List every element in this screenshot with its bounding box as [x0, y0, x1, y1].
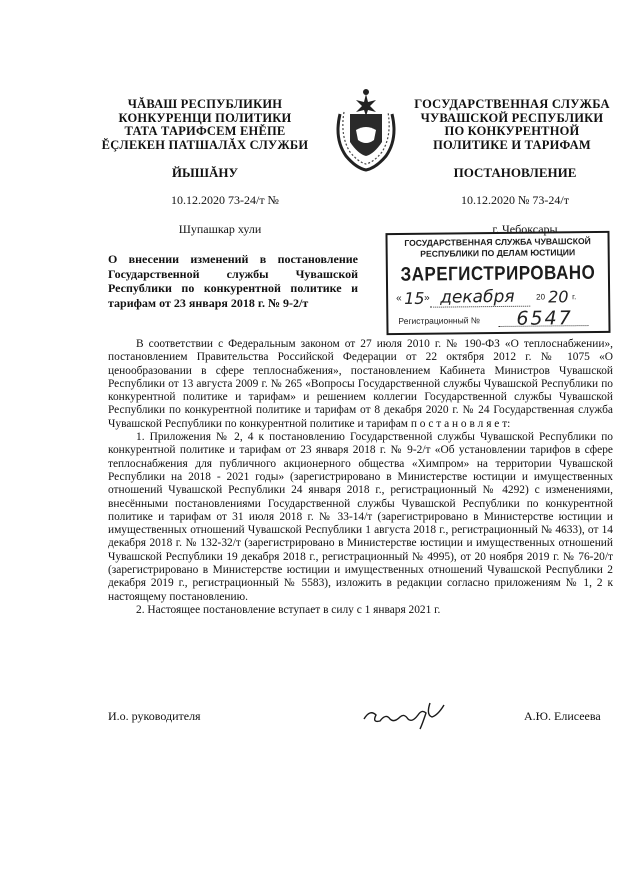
- document-body: [108, 338, 613, 617]
- city-right: г. Чебоксары: [492, 222, 558, 236]
- date-number-right: 10.12.2020 № 73-24/т: [460, 193, 570, 207]
- city-left: Шупашкар хули: [178, 222, 262, 236]
- doc-type-right: ПОСТАНОВЛЕНИЕ: [453, 165, 577, 180]
- header-right-org: [412, 98, 612, 152]
- stamp-reg-row: [388, 309, 608, 331]
- header-left-line: ЧĂВАШ РЕСПУБЛИКИН: [127, 97, 283, 111]
- handwritten-signature: [360, 695, 450, 731]
- stamp-year-unit: г.: [572, 292, 577, 302]
- stamp-month: декабря: [440, 286, 515, 308]
- header-right-line: ГОСУДАРСТВЕННАЯ СЛУЖБА: [414, 97, 610, 111]
- header-left-org: [90, 98, 320, 152]
- doc-type-left: ЙЫШĂНУ: [171, 165, 239, 180]
- header-right-line: ПО КОНКУРЕНТНОЙ: [444, 124, 580, 138]
- stamp-date-row: « 15 » декабря 20 20 г.: [396, 286, 577, 308]
- header-right-line: ПОЛИТИКЕ И ТАРИФАМ: [433, 137, 591, 152]
- stamp-year-prefix: 20: [536, 292, 546, 302]
- paragraph-2: 2. Настоящее постановление вступает в силу с 1 января 2021 г.: [136, 603, 441, 616]
- registration-stamp: [385, 231, 610, 335]
- header-left-line: ĔÇЛЕКЕН ПАТШАЛĂХ СЛУЖБИ: [101, 137, 309, 152]
- stamp-year: 20: [548, 287, 569, 307]
- document-title: О внесении изменений в постановление Государственной службы Чувашской Республики по конкурентной политике и тарифам от 23 января 2018 г. № 9-2/т: [108, 252, 358, 310]
- header-right-line: ЧУВАШСКОЙ РЕСПУБЛИКИ: [420, 110, 604, 125]
- date-number-left: 10.12.2020 73-24/т №: [170, 193, 280, 207]
- stamp-line: РЕСПУБЛИКИ ПО ДЕЛАМ ЮСТИЦИИ: [420, 246, 576, 259]
- paragraph-1: 1. Приложения № 2, 4 к постановлению Государственной службы Чувашской Республики по конкурентной политике и тарифам от 23 января 2018 г. № 9-2/т «Об установлении тарифов в сфере теплоснабжения для публичного акционерного общества «Химпром» на территории Чувашской Республики на 2018 - 2021 годы» (зарегистрировано в Министерстве юстиции и имущественных отношений Чувашской Республики 24 января 2018 г., регистрационный № 4292) с изменениями, внесёнными постановлениями Государственной службы Чувашской Республики по конкурентной политике и тарифам от 31 июля 2018 г. № 33-14/т (зарегистрировано в Министерстве юстиции и имущественных отношений Чувашской Республики 1 августа 2018 г., регистрационный № 4633), от 14 декабря 2018 г. № 132-32/т (зарегистрировано в Министерстве юстиции и имущественных отношений Чувашской Республики 19 декабря 2018 г., регистрационный № 4995), от 20 ноября 2019 г. № 76-20/т (зарегистрировано в Министерстве юстиции и имущественных отношений Чувашской Республики 2 декабря 2019 г., регистрационный № 5583), изложить в редакции согласно приложениям № 1, 2 к настоящему постановлению.: [108, 431, 613, 603]
- header-left-line: ТАТА ТАРИФСЕМ ЕНĚПЕ: [124, 124, 286, 138]
- signer-name: А.Ю. Елисеева: [524, 709, 601, 723]
- stamp-reg-number: 6547: [516, 307, 573, 330]
- coat-of-arms-emblem: [326, 84, 406, 172]
- stamp-registered: ЗАРЕГИСТРИРОВАНО: [400, 261, 596, 286]
- signer-position: И.о. руководителя: [108, 709, 201, 723]
- paragraph-preamble: В соответствии с Федеральным законом от 27 июля 2010 г. № 190-ФЗ «О теплоснабжении», постановлением Правительства Российской Федерации от 22 октября 2012 г. № 1075 «О ценообразовании в сфере теплоснабжения», постановлением Кабинета Министров Чувашской Республики от 13 августа 2009 г. № 265 «Вопросы Государственной службы Чувашской Республики по конкурентной политике и тарифам» и решением коллегии Государственной службы Чувашской Республики по конкурентной политике и тарифам от 8 декабря 2020 г. № 24 Государственная служба Чувашской Республики по конкурентной политике и тарифам п о с т а н о в л я е т:: [108, 338, 613, 430]
- stamp-day: 15: [404, 288, 425, 308]
- stamp-line: ГОСУДАРСТВЕННАЯ СЛУЖБА ЧУВАШСКОЙ: [404, 236, 591, 248]
- stamp-reg-label: Регистрационный №: [398, 315, 480, 327]
- header-left-line: КОНКУРЕНЦИ ПОЛИТИКИ: [118, 110, 292, 125]
